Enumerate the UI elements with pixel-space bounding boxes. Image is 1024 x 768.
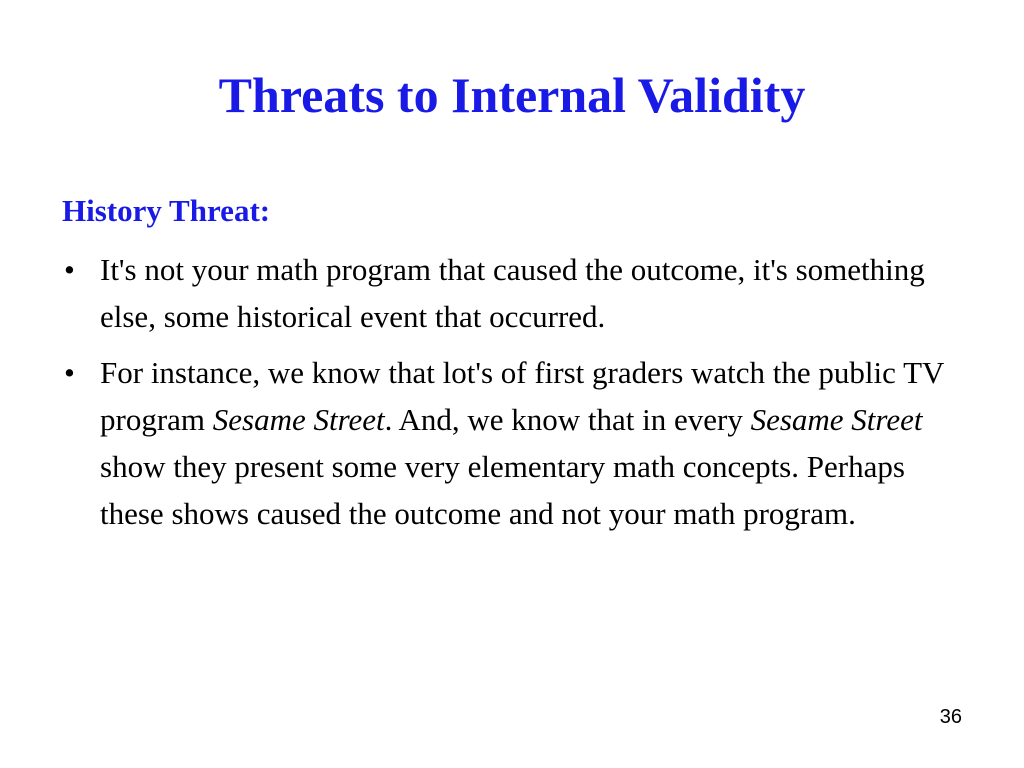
bullet-item-2: [62, 349, 972, 537]
bullet-marker: •: [64, 252, 75, 287]
show-title-italic: Sesame Street: [212, 402, 385, 437]
bullet-item-1: [62, 246, 972, 340]
bullet-list: [62, 246, 972, 546]
section-heading: History Threat:: [62, 193, 271, 228]
bullet-text-part: . And, we know that in every: [384, 402, 751, 437]
bullet-text-part: show they present some very elementary math concepts. Perhaps these shows caused the outcome and not your math program.: [100, 449, 905, 531]
slide-title: Threats to Internal Validity: [218, 67, 806, 123]
bullet-marker: •: [64, 355, 75, 390]
show-title-italic: Sesame Street: [750, 402, 923, 437]
page-number: 36: [939, 706, 962, 728]
bullet-text-part: For instance, we know that lot's of first graders watch the public TV program: [100, 355, 944, 437]
bullet-text: It's not your math program that caused the outcome, it's something else, some historical event that occurred.: [100, 252, 925, 334]
